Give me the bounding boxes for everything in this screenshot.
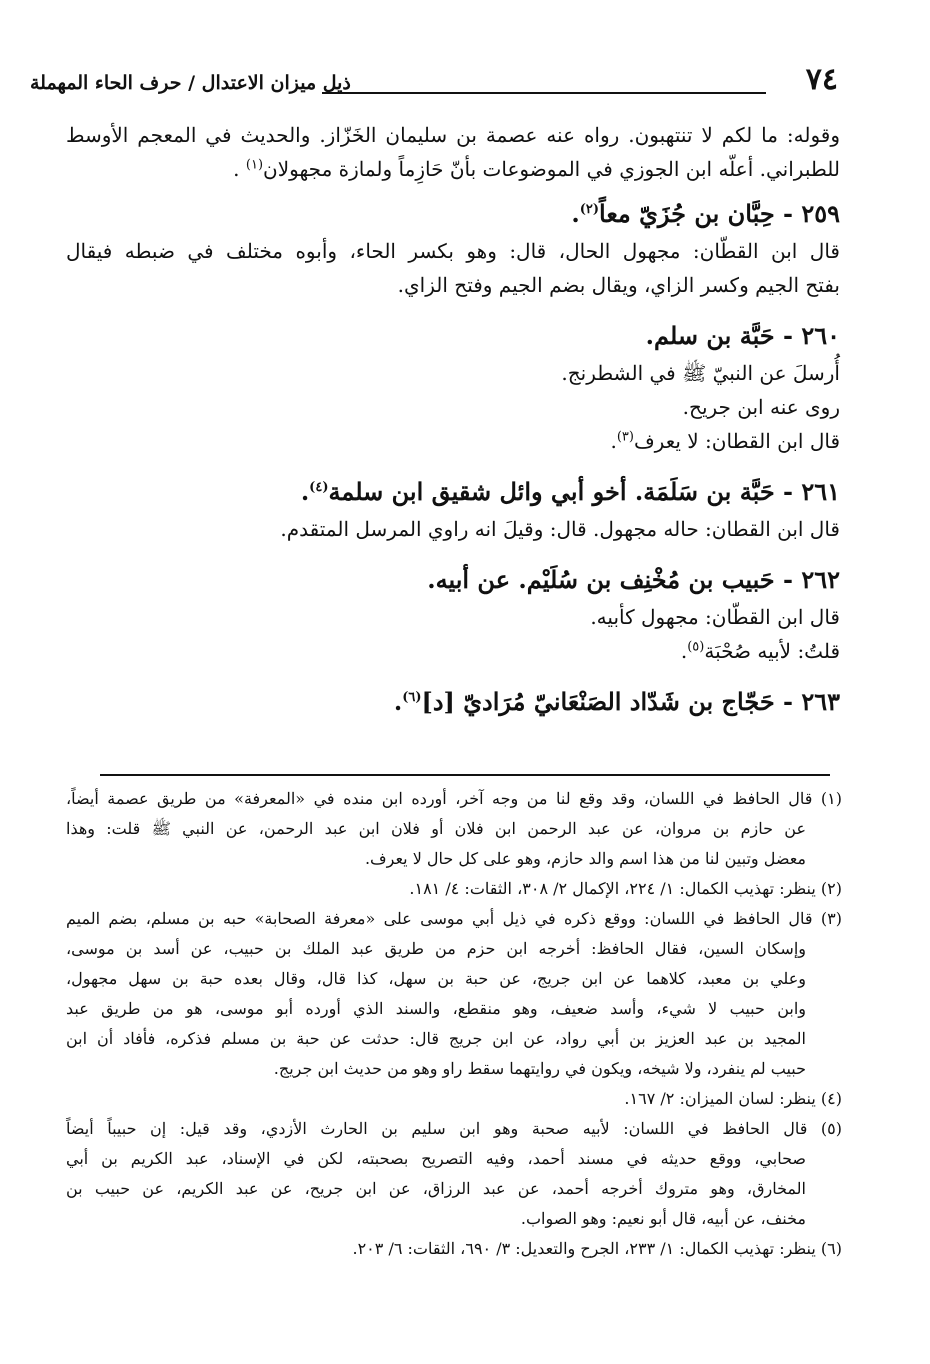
footnote-line: وعلي بن معبد، كلاهما عن ابن جريج، عن حبة بن سهل، كذا قال، وقال بعده حبة بن سهل مجهول، bbox=[66, 969, 806, 988]
footnote-line: (٦) ينظر: تهذيب الكمال: ١/ ٢٣٣، الجرح والتعديل: ٣/ ٦٩٠، الثقات: ٦/ ٢٠٣. bbox=[352, 1239, 842, 1258]
footnote-line: صحابي، ووقع حديثه في مسند أحمد، وفيه التصريح بصحبته، لكن في الإسناد، عبد الكريم بن أبي bbox=[66, 1149, 806, 1168]
footnote-ref[interactable]: (٤) bbox=[309, 480, 329, 495]
entry-title: ٢٦١ - حَبَّة بن سَلَمَة. أخو أبي وائل شقيق ابن سلمة$^{(٤)}$. bbox=[300, 477, 840, 506]
page-header bbox=[30, 62, 838, 106]
footnote-separator bbox=[100, 774, 830, 776]
footnote-line: (٢) ينظر: تهذيب الكمال: ١/ ٢٢٤، الإكمال ٢/ ٣٠٨، الثقات: ٤/ ١٨١. bbox=[409, 879, 842, 898]
footnote-line: مخنف، عن أبيه، قال أبو نعيم: وهو الصواب. bbox=[520, 1209, 806, 1228]
main-text bbox=[66, 118, 840, 722]
footnote-ref[interactable]: (٥) bbox=[687, 639, 705, 655]
entry-title: ٢٦٣ - حَجّاج بن شَدّاد الصَنْعَانيّ مُرَاديّ [د]$^{(٦)}$. bbox=[393, 687, 840, 716]
running-title: ذيل ميزان الاعتدال / حرف الحاء المهملة bbox=[30, 72, 351, 94]
text-line: وقوله: ما لكم لا تنتهبون. رواه عنه عصمة بن سليمان الخَزّاز. والحديث في المعجم الأوسط bbox=[66, 123, 840, 147]
entry-title: ٢٦٢ - حَبيب بن مُخْنِف بن سُلَيْم. عن أبيه. bbox=[427, 565, 840, 594]
footnote-line: (٣) قال الحافظ في اللسان: ووقع ذكره في ذيل أبي موسى على «معرفة الصحابة» حبه بن مسلم، بضم الميم bbox=[66, 909, 843, 928]
text-line: بفتح الجيم وكسر الزاي، ويقال بضم الجيم وفتح الزاي. bbox=[397, 273, 840, 297]
text-line: قال ابن القطان: حاله مجهول. قال: وقيلَ انه راوي المرسل المتقدم. bbox=[280, 517, 840, 541]
text-line: قال ابن القطّان: مجهول الحال، قال: وهو بكسر الحاء، وأبوه مختلف في ضبطه فيقال bbox=[66, 239, 840, 263]
footnote-line: (٤) ينظر: لسان الميزان: ٢/ ١٦٧. bbox=[624, 1089, 842, 1108]
header-rule bbox=[322, 92, 766, 94]
footnote-line: وإسكان السين، فقال الحافظ: أخرجه ابن حزم من طريق عبد الملك بن حبيب، عن أسد بن موسى، bbox=[66, 939, 806, 958]
footnote-line: المخارق، وهو متروك أخرجه أحمد، عن عبد الرزاق، عن ابن جريح، عن عبد الكريم، عن حبيب بن bbox=[66, 1179, 806, 1198]
footnote-line: حبيب لم ينفرد، ولا شيخه، ويكون في روايتهما سقط راو وهو من حديث ابن جريج. bbox=[273, 1059, 806, 1078]
footnote-line: (١) قال الحافظ في اللسان، وقد وقع لنا من وجه آخر، أورده ابن منده في «المعرفة» من طريق عصمة أيضاً، bbox=[66, 789, 842, 808]
footnote-ref[interactable]: (٦) bbox=[402, 690, 422, 705]
text-line: أُرسلَ عن النبيّ ﷺ في الشطرنج. bbox=[561, 361, 840, 385]
footnote-line: المجيد بن عبد العزيز بن أبي رواد، عن ابن جريج قال: حدثت عن حبة بن مسلم فذكره، فأفاد أن ابن bbox=[66, 1029, 806, 1048]
footnote-ref[interactable]: (١) bbox=[245, 157, 264, 173]
text-line: قال ابن القطان: لا يعرف$^{(٣)}$. bbox=[610, 429, 840, 453]
footnote-ref[interactable]: (٢) bbox=[579, 202, 600, 217]
footnotes bbox=[66, 784, 842, 1264]
text-line: قال ابن القطّان: مجهول كأبيه. bbox=[590, 605, 840, 629]
text-line: قلتُ: لأبيه صُحْبَة$^{(٥)}$. bbox=[680, 639, 840, 663]
entry-title: ٢٥٩ - حِبَّان بن جُزَيّ معاً$^{(٢)}$. bbox=[571, 199, 840, 228]
footnote-line: عن حازم بن مروان، عن عبد الرحمن ابن فلان أو فلان ابن عبد الرحمن، عن النبي ﷺ قلت: وهذا bbox=[66, 819, 806, 838]
footnote-line: وابن حبيب لا شيء، وأسد ضعيف، وهو منقطع، والسند الذي أورده أبو موسى، هو من طريق عبد bbox=[66, 999, 806, 1018]
footnote-line: معضل وتبين لنا من هذا اسم والد حازم، وهو على كل حال لا يعرف. bbox=[364, 849, 806, 868]
entry-title: ٢٦٠ - حَبَّة بن سلم. bbox=[645, 321, 840, 350]
footnote-ref[interactable]: (٣) bbox=[616, 429, 634, 445]
page-number: ٧٤ bbox=[805, 62, 838, 97]
footnote-line: (٥) قال الحافظ في اللسان: لأبيه صحبة وهو ابن سليم بن الحارث الأزدي، وقد قيل: إن حبيباً أيضاً bbox=[66, 1119, 842, 1138]
text-line: للطبراني. أعلّه ابن الجوزي في الموضوعات بأنّ حَازِماً ولمازة مجهولان$^{(١)}$ . bbox=[233, 157, 840, 181]
text-line: روى عنه ابن جريح. bbox=[682, 395, 840, 419]
